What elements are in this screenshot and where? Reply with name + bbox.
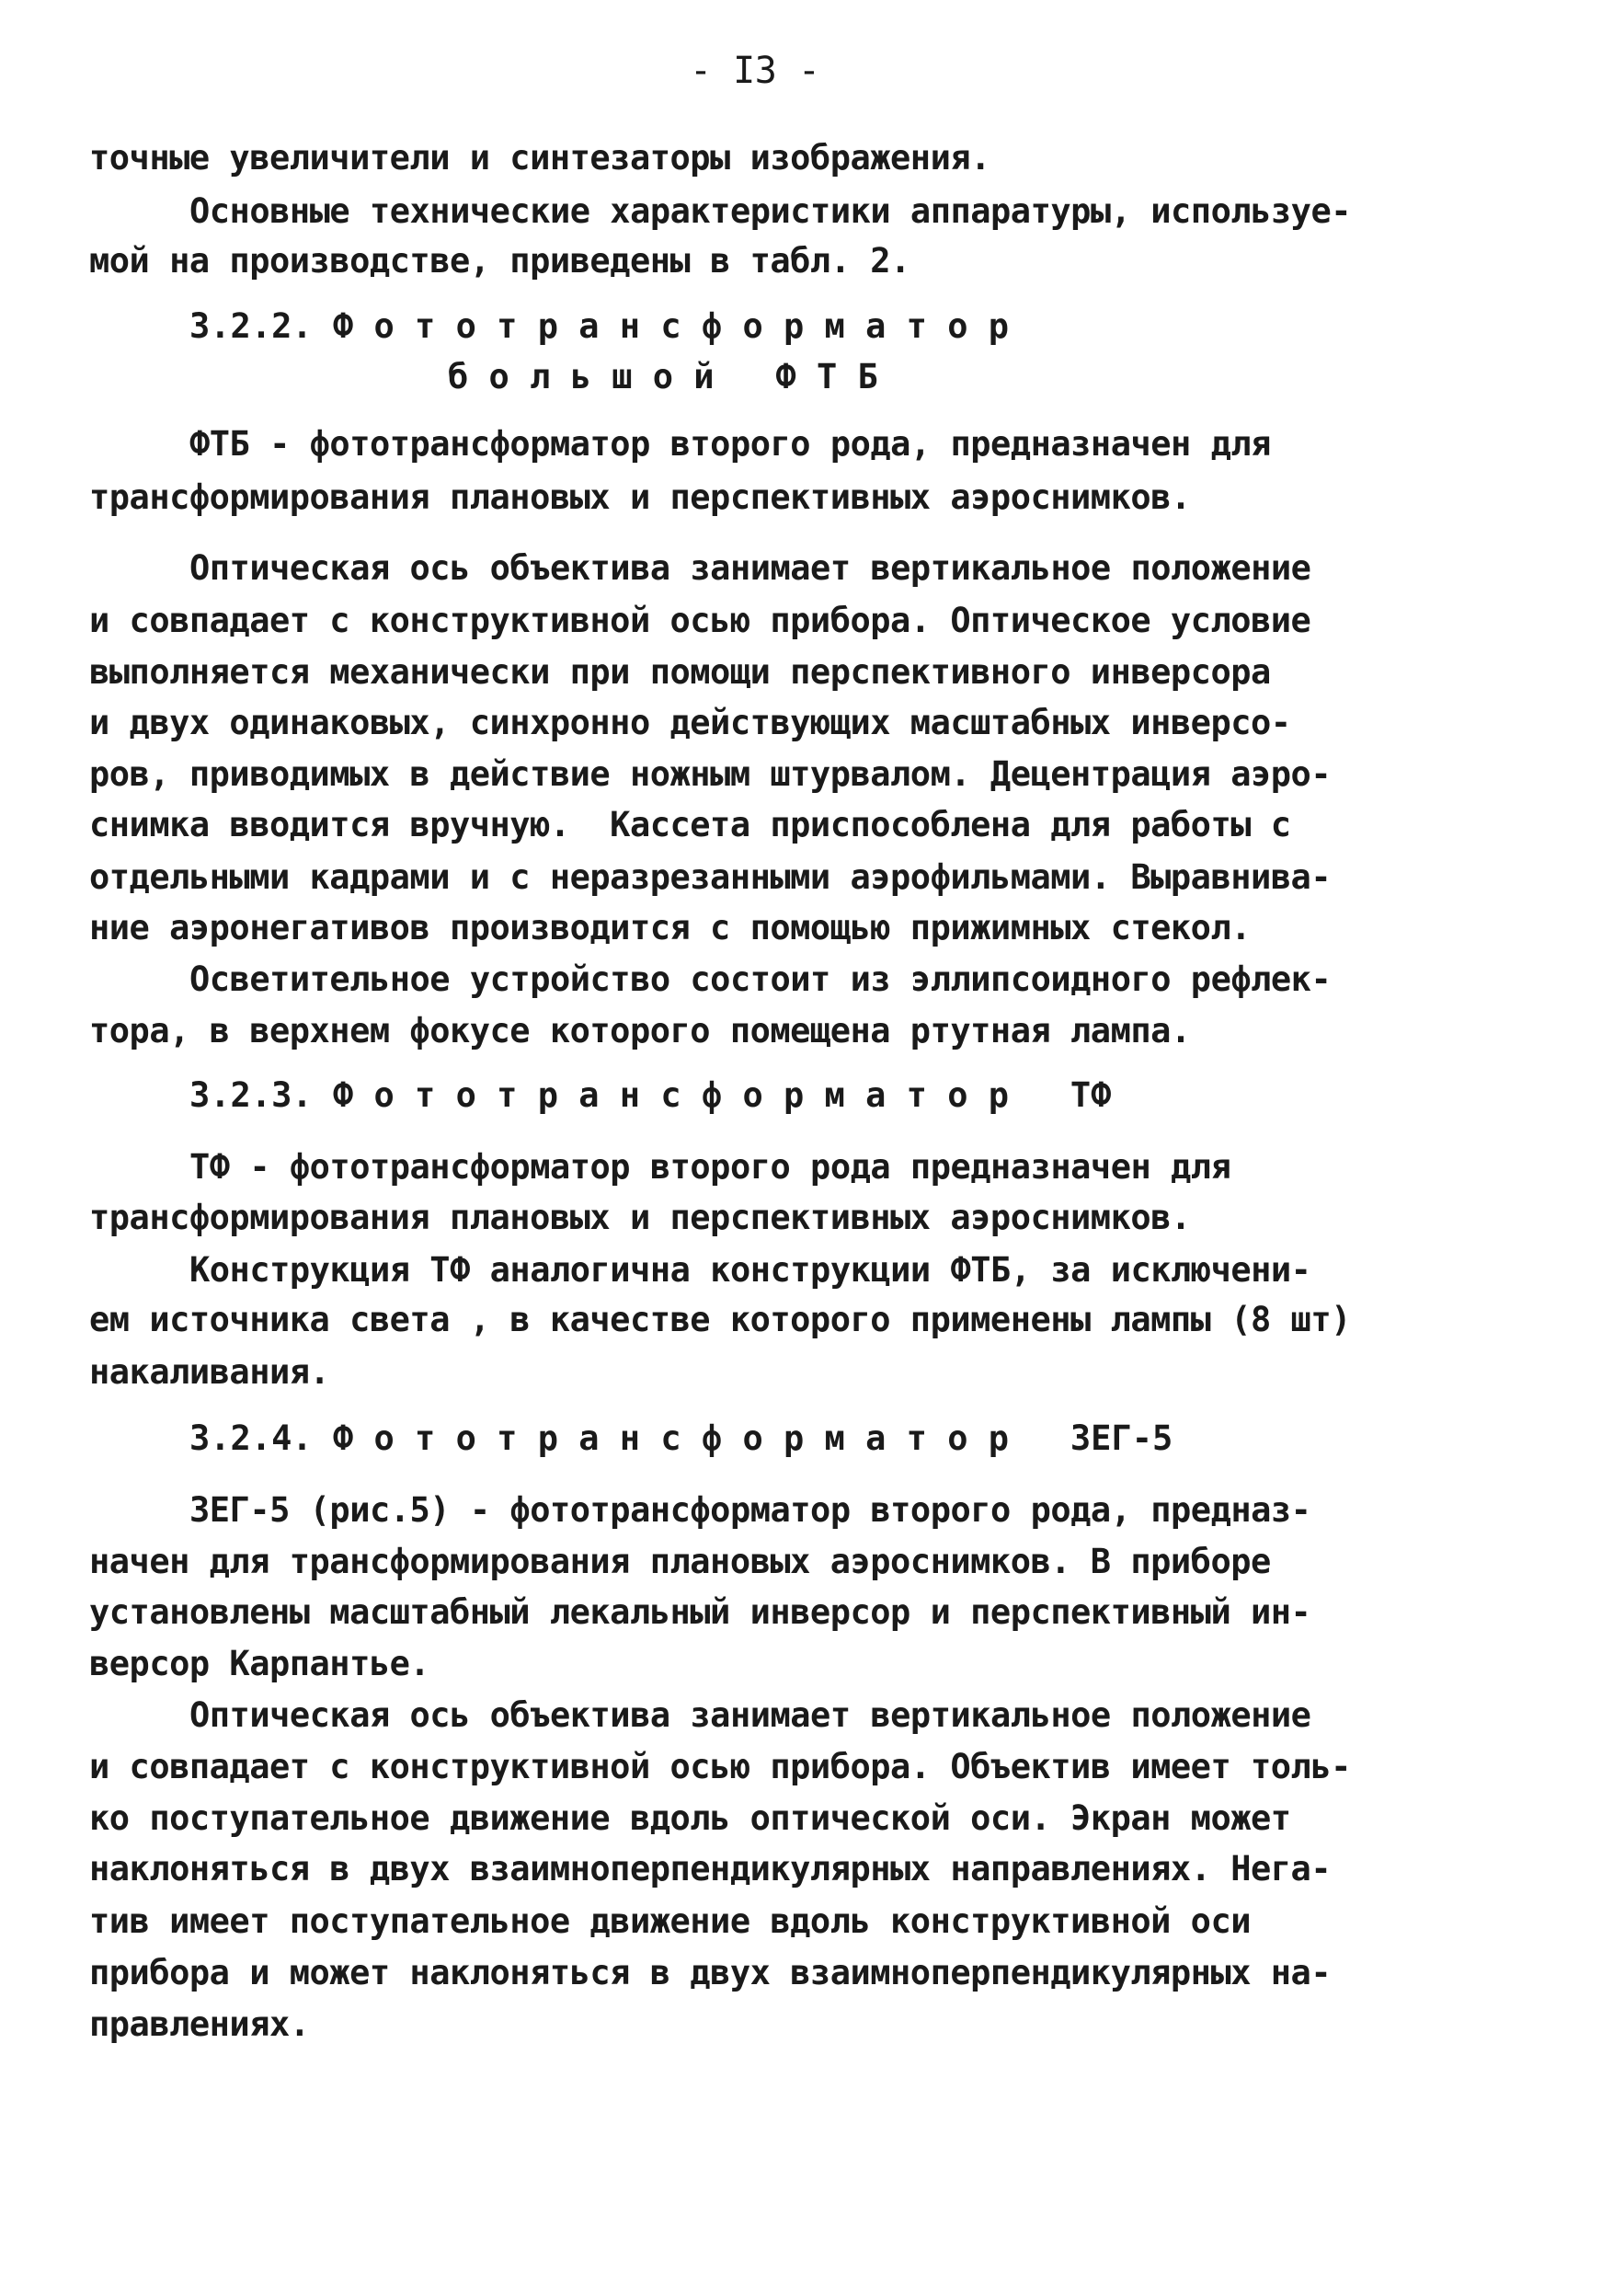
body-line: ТФ - фототрансформатор второго рода предназначен для	[189, 1147, 1231, 1187]
body-line: трансформирования плановых и перспективных аэроснимков.	[89, 1198, 1191, 1237]
body-line: и совпадает с конструктивной осью прибора. Объектив имеет толь-	[89, 1747, 1351, 1786]
body-line: тора, в верхнем фокусе которого помещена ртутная лампа.	[89, 1011, 1191, 1050]
body-line: версор Карпантье.	[89, 1644, 430, 1683]
body-line: прибора и может наклоняться в двух взаимноперпендикулярных на-	[89, 1953, 1332, 1992]
section-heading: 3.2.4. Ф о т о т р а н с ф о р м а т о р ЗЕГ-5	[189, 1418, 1173, 1458]
section-heading: 3.2.2. Ф о т о т р а н с ф о р м а т о р	[189, 306, 1010, 346]
body-line: снимка вводится вручную. Кассета приспособлена для работы с	[89, 805, 1291, 844]
page-number: - I3 -	[690, 50, 820, 92]
body-line: Основные технические характеристики аппаратуры, используе-	[189, 191, 1352, 231]
body-line: Осветительное устройство состоит из эллипсоидного рефлек-	[189, 959, 1332, 999]
body-line: Оптическая ось объектива занимает вертикальное положение	[189, 1695, 1311, 1735]
section-heading: б о л ь ш о й Ф Т Б	[448, 357, 878, 396]
body-line: выполняется механически при помощи перспективного инверсора	[89, 652, 1271, 692]
body-line: ров, приводимых в действие ножным штурвалом. Децентрация аэро-	[89, 754, 1332, 794]
body-line: мой на производстве, приведены в табл. 2.	[89, 241, 910, 281]
body-line: трансформирования плановых и перспективных аэроснимков.	[89, 477, 1191, 517]
body-line: отдельными кадрами и с неразрезанными аэрофильмами. Выравнива-	[89, 857, 1332, 897]
body-line: Оптическая ось объектива занимает вертикальное положение	[189, 548, 1311, 588]
body-line: ем источника света , в качестве которого применены лампы (8 шт)	[89, 1300, 1351, 1339]
body-line: и двух одинаковых, синхронно действующих масштабных инверсо-	[89, 703, 1291, 742]
body-line: наклоняться в двух взаимноперпендикулярных направлениях. Нега-	[89, 1849, 1332, 1888]
body-line: правлениях.	[89, 2004, 310, 2044]
body-line: ЗЕГ-5 (рис.5) - фототрансформатор второго рода, предназ-	[189, 1490, 1311, 1530]
body-line: установлены масштабный лекальный инверсор и перспективный ин-	[89, 1592, 1311, 1632]
body-line: ФТБ - фототрансформатор второго рода, предназначен для	[189, 424, 1271, 464]
body-line: Конструкция ТФ аналогична конструкции ФТБ, за исключени-	[189, 1250, 1311, 1290]
body-line: и совпадает с конструктивной осью прибора. Оптическое условие	[89, 601, 1311, 640]
body-line: начен для трансформирования плановых аэроснимков. В приборе	[89, 1542, 1271, 1581]
body-line: точные увеличители и синтезаторы изображения.	[89, 138, 990, 178]
section-heading: 3.2.3. Ф о т о т р а н с ф о р м а т о р ТФ	[189, 1075, 1112, 1115]
body-line: ко поступательное движение вдоль оптической оси. Экран может	[89, 1798, 1291, 1838]
body-line: накаливания.	[89, 1352, 330, 1392]
body-line: ние аэронегативов производится с помощью прижимных стекол.	[89, 908, 1252, 947]
body-line: тив имеет поступательное движение вдоль конструктивной оси	[89, 1901, 1252, 1941]
